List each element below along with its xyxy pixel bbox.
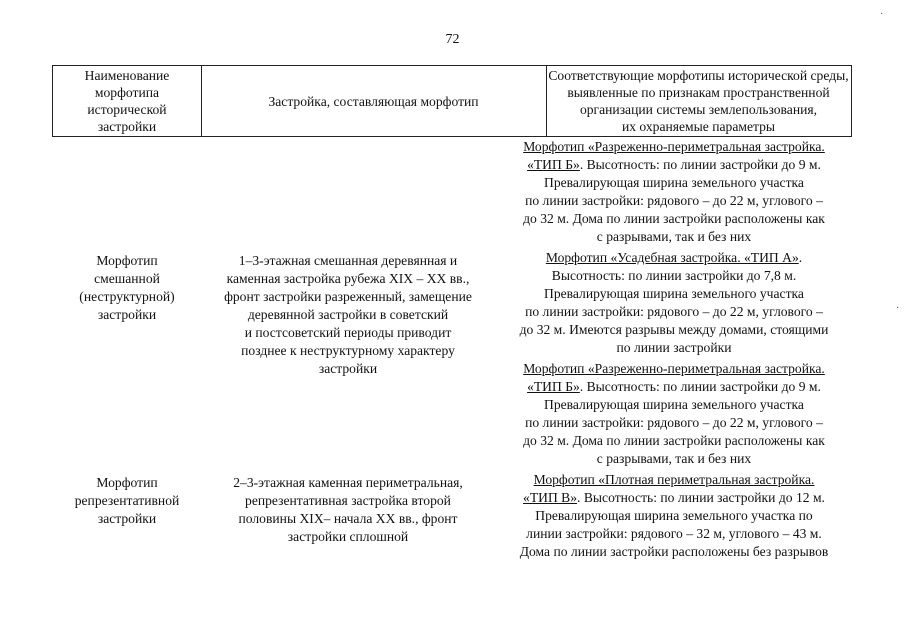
underlined-text: «ТИП В»: [523, 490, 578, 505]
header-line: Наименование: [84, 68, 170, 83]
row-1-morphotype-1: [496, 138, 852, 246]
text-fragment: до 32 м. Дома по линии застройки расположены как: [523, 433, 825, 448]
text-fragment: по линии застройки: рядового – до 22 м, углового –: [525, 193, 823, 208]
morphotype-line: [496, 192, 852, 210]
row-2-description: [200, 474, 496, 546]
text-fragment: по линии застройки: рядового – до 22 м, углового –: [525, 304, 823, 319]
morphotype-line: [496, 471, 852, 489]
text-fragment: .: [798, 250, 803, 265]
row-2-name: [52, 474, 202, 528]
morphotype-line: [496, 360, 852, 378]
morphotype-line: [496, 303, 852, 321]
morphotype-line: [496, 249, 852, 267]
header-buildings-column: [201, 65, 547, 137]
morphotype-line: [496, 378, 852, 396]
text-fragment: по линии застройки: [616, 340, 732, 355]
description-line: застройки сплошной: [287, 529, 409, 544]
underlined-text: «ТИП Б»: [527, 379, 580, 394]
morphotype-line: [496, 285, 852, 303]
morphotype-line: [496, 525, 852, 543]
header-line: организации системы землепользования,: [579, 102, 818, 117]
description-line: репрезентативная застройка второй: [245, 493, 451, 508]
name-line: репрезентативной: [74, 493, 180, 508]
header-line: исторической: [87, 102, 167, 117]
morphotype-line: [496, 210, 852, 228]
morphotype-line: [496, 507, 852, 525]
header-name-column: [52, 65, 202, 137]
text-fragment: Превалирующая ширина земельного участка по: [535, 508, 813, 523]
text-fragment: с разрывами, так и без них: [596, 451, 752, 466]
header-line: Застройка, составляющая морфотип: [268, 93, 479, 109]
text-fragment: Дома по линии застройки расположены без разрывов: [519, 544, 829, 559]
morphotype-line: [496, 174, 852, 192]
morphotype-line: [496, 543, 852, 561]
row-2-morphotype-1: [496, 471, 852, 561]
text-fragment: линии застройки: рядового – 32 м, углового – 43 м.: [526, 526, 822, 541]
description-line: 2–3-этажная каменная периметральная,: [233, 475, 463, 490]
row-1-description: [200, 252, 496, 378]
table-header: [52, 65, 852, 137]
morphotype-line: [496, 396, 852, 414]
morphotype-line: [496, 339, 852, 357]
description-line: 1–3-этажная смешанная деревянная и: [238, 253, 458, 268]
scan-speck: ·: [896, 303, 900, 314]
morphotype-line: [496, 489, 852, 507]
description-line: позднее к неструктурному характеру: [241, 343, 455, 358]
text-fragment: . Высотность: по линии застройки до 12 м.: [577, 490, 825, 505]
text-fragment: . Высотность: по линии застройки до 9 м.: [579, 379, 821, 394]
morphotype-line: [496, 414, 852, 432]
description-line: фронт застройки разреженный, замещение: [224, 289, 472, 304]
header-line: выявленные по признакам пространственной: [567, 85, 830, 100]
row-1-morphotype-3: [496, 360, 852, 468]
text-fragment: Превалирующая ширина земельного участка: [544, 175, 804, 190]
header-line: морфотипа: [94, 85, 160, 100]
morphotype-line: [496, 267, 852, 285]
morphotype-line: [496, 450, 852, 468]
description-line: застройки: [318, 361, 378, 376]
text-fragment: с разрывами, так и без них: [596, 229, 752, 244]
header-line: застройки: [97, 119, 157, 134]
text-fragment: Высотность: по линии застройки до 7,8 м.: [551, 268, 797, 283]
text-fragment: до 32 м. Имеются разрывы между домами, стоящими: [519, 322, 829, 337]
row-1-morphotype-2: [496, 249, 852, 357]
text-fragment: . Высотность: по линии застройки до 9 м.: [579, 157, 821, 172]
underlined-text: Морфотип «Разреженно-периметральная застройка.: [523, 361, 825, 376]
name-line: Морфотип: [96, 475, 158, 490]
underlined-text: Морфотип «Разреженно-периметральная застройка.: [523, 139, 825, 154]
name-line: смешанной: [94, 271, 160, 286]
morphotype-line: [496, 321, 852, 339]
description-line: половины XIX– начала XX вв., фронт: [238, 511, 458, 526]
morphotype-line: [496, 156, 852, 174]
description-line: деревянной застройки в советский: [247, 307, 449, 322]
page-number: 72: [445, 32, 460, 47]
text-fragment: по линии застройки: рядового – до 22 м, углового –: [525, 415, 823, 430]
morphotype-line: [496, 228, 852, 246]
underlined-text: Морфотип «Плотная периметральная застройка.: [533, 472, 815, 487]
header-morphotypes-column: [546, 65, 852, 137]
scan-speck: ·: [880, 9, 884, 20]
morphotype-line: [496, 138, 852, 156]
name-line: застройки: [97, 307, 157, 322]
description-line: и постсоветский периоды приводит: [244, 325, 452, 340]
header-line: Соответствующие морфотипы исторической среды,: [548, 68, 849, 83]
header-line: их охраняемые параметры: [621, 119, 776, 134]
underlined-text: «ТИП Б»: [527, 157, 580, 172]
name-line: (неструктурной): [79, 289, 175, 304]
underlined-text: Морфотип «Усадебная застройка. «ТИП А»: [545, 250, 799, 265]
name-line: застройки: [97, 511, 157, 526]
text-fragment: Превалирующая ширина земельного участка: [544, 397, 804, 412]
text-fragment: до 32 м. Дома по линии застройки расположены как: [523, 211, 825, 226]
text-fragment: Превалирующая ширина земельного участка: [544, 286, 804, 301]
name-line: Морфотип: [96, 253, 158, 268]
row-1-name: [52, 252, 202, 324]
morphotype-line: [496, 432, 852, 450]
description-line: каменная застройка рубежа XIX – XX вв.,: [226, 271, 470, 286]
